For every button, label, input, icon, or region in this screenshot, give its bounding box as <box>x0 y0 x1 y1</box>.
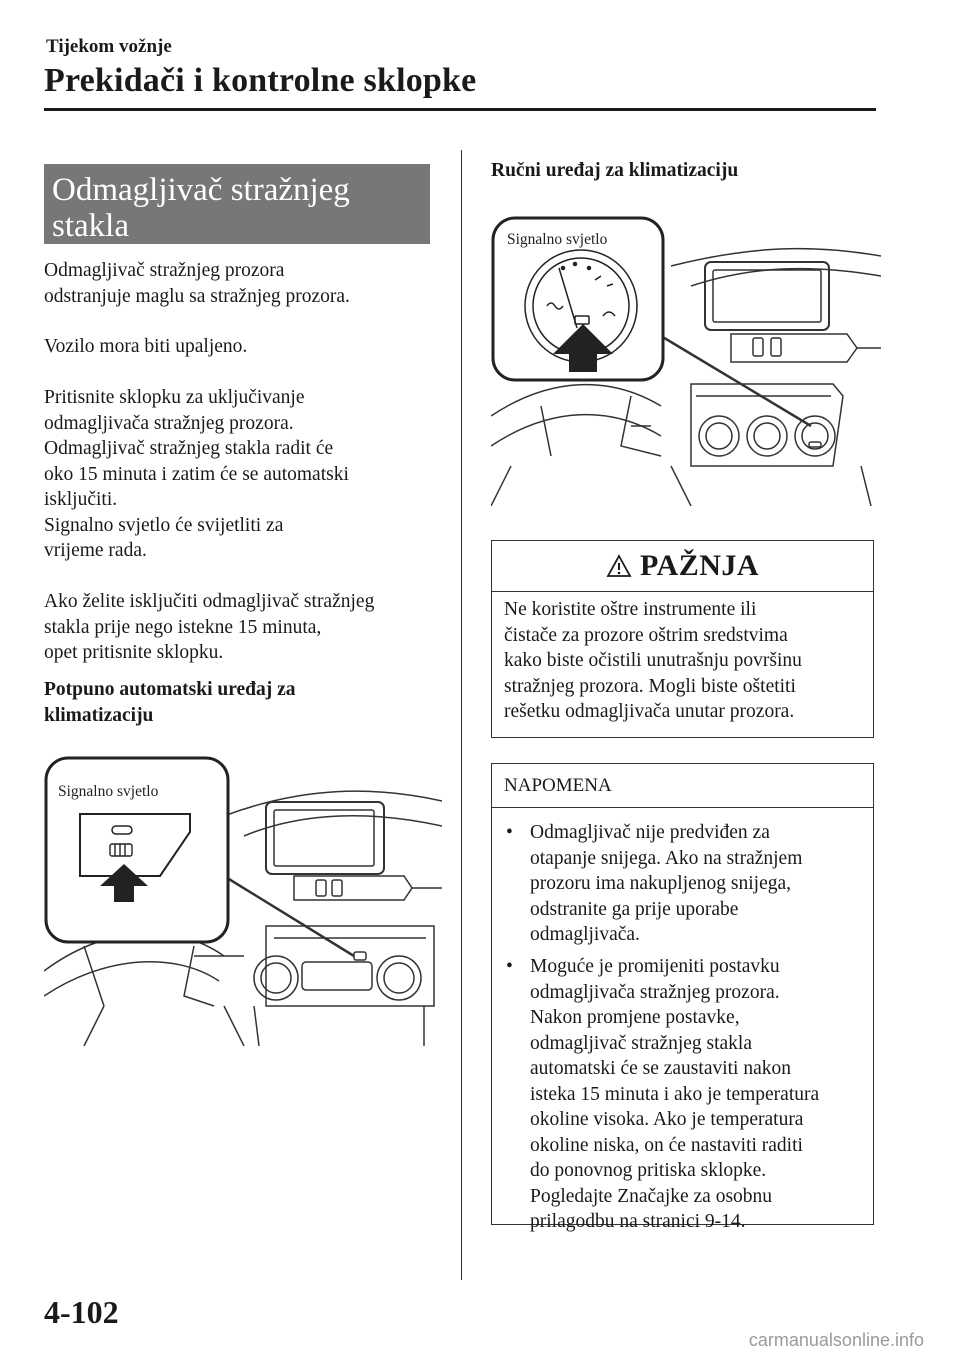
watermark-link[interactable]: carmanualsonline.info <box>748 1330 924 1350</box>
signal-light-label: Signalno svjetlo <box>507 231 608 248</box>
text-line: Odmagljivač stražnjeg prozora <box>44 260 285 281</box>
text-line: isteka 15 minuta i ako je temperatura <box>530 1083 820 1105</box>
text-line: odmagljivača stražnjeg prozora. <box>530 981 780 1003</box>
text-line: opet pritisnite sklopku. <box>44 642 224 663</box>
caution-text <box>504 597 864 725</box>
text-line: vrijeme rada. <box>44 540 147 561</box>
text-line: prilagodbu na stranici 9-14. <box>530 1211 746 1232</box>
text-line: Moguće je promijeniti postavku <box>530 956 780 977</box>
subheading-full-auto <box>44 677 296 728</box>
note-box <box>491 763 874 1232</box>
paragraph-instructions <box>44 385 349 564</box>
text-line: Odmagljivač nije predviđen za <box>530 822 770 843</box>
paragraph-turn-off <box>44 589 374 666</box>
note-item-settings <box>506 954 866 1235</box>
text-line: kako biste očistili unutrašnju površinu <box>504 650 802 671</box>
text-line: Ne koristite oštre instrumente ili <box>504 599 757 620</box>
text-line: stražnjeg prozora. Mogli biste oštetiti <box>504 675 796 697</box>
illustration-manual-climate <box>491 216 881 506</box>
caution-header <box>492 541 873 592</box>
text-line: isključiti. <box>44 489 118 510</box>
text-line: Ako želite isključiti odmagljivač stražnjeg <box>44 591 375 612</box>
illustration-full-auto-climate <box>44 756 442 1046</box>
text-line: oko 15 minuta i zatim će se automatski <box>44 463 349 485</box>
page-number: 4-102 <box>44 1294 119 1330</box>
text-line: automatski će se zaustaviti nakon <box>530 1058 792 1079</box>
text-line: do ponovnog pritiska sklopke. <box>530 1160 767 1181</box>
text-line: odstranjuje maglu sa stražnjeg prozora. <box>44 285 350 307</box>
text-line: otapanje snijega. Ako na stražnjem <box>530 847 803 869</box>
text-line: Nakon promjene postavke, <box>530 1007 740 1028</box>
text-line: stakla prije nego istekne 15 minuta, <box>44 616 322 638</box>
subheading-manual: Ručni uređaj za klimatizaciju <box>491 160 739 181</box>
paragraph-intro <box>44 258 350 309</box>
caution-title: PAŽNJA <box>639 549 760 582</box>
text-line: okoline visoka. Ako je temperatura <box>530 1109 804 1130</box>
paragraph-vehicle-on <box>44 334 247 360</box>
column-divider <box>461 150 462 1280</box>
bullet-icon: • <box>506 822 513 843</box>
note-item-snow <box>506 820 866 948</box>
header-rule <box>44 108 876 111</box>
caution-box <box>491 540 874 738</box>
warning-triangle-icon <box>606 554 632 578</box>
text-line: odmagljivača stražnjeg prozora. <box>44 412 294 434</box>
section-label: Tijekom vožnje <box>46 36 172 57</box>
text-line: odstranite ga prije uporabe <box>530 898 739 920</box>
text-line: Pritisnite sklopku za uključivanje <box>44 387 305 408</box>
text-line: odmagljivača. <box>530 924 640 945</box>
section-heading-line2: stakla <box>52 208 129 244</box>
text-line: Potpuno automatski uređaj za <box>44 679 296 700</box>
page-title: Prekidači i kontrolne sklopke <box>44 62 477 99</box>
section-heading-box <box>44 164 430 244</box>
text-line: čistače za prozore oštrim sredstvima <box>504 624 788 646</box>
text-line: klimatizaciju <box>44 704 154 726</box>
text-line: Vozilo mora biti upaljeno. <box>44 336 248 357</box>
text-line: prozoru ima nakupljenog snijega, <box>530 873 792 894</box>
text-line: odmagljivač stražnjeg stakla <box>530 1032 753 1054</box>
text-line: rešetku odmagljivača unutar prozora. <box>504 701 795 722</box>
bullet-icon: • <box>506 956 513 977</box>
section-heading-line1: Odmagljivač stražnjeg <box>52 172 350 208</box>
signal-light-label: Signalno svjetlo <box>58 783 159 800</box>
text-line: Odmagljivač stražnjeg stakla radit će <box>44 438 334 459</box>
text-line: Pogledajte Značajke za osobnu <box>530 1185 773 1207</box>
note-header: NAPOMENA <box>492 764 873 808</box>
text-line: okoline niska, on će nastaviti raditi <box>530 1134 803 1156</box>
text-line: Signalno svjetlo će svijetliti za <box>44 514 284 536</box>
